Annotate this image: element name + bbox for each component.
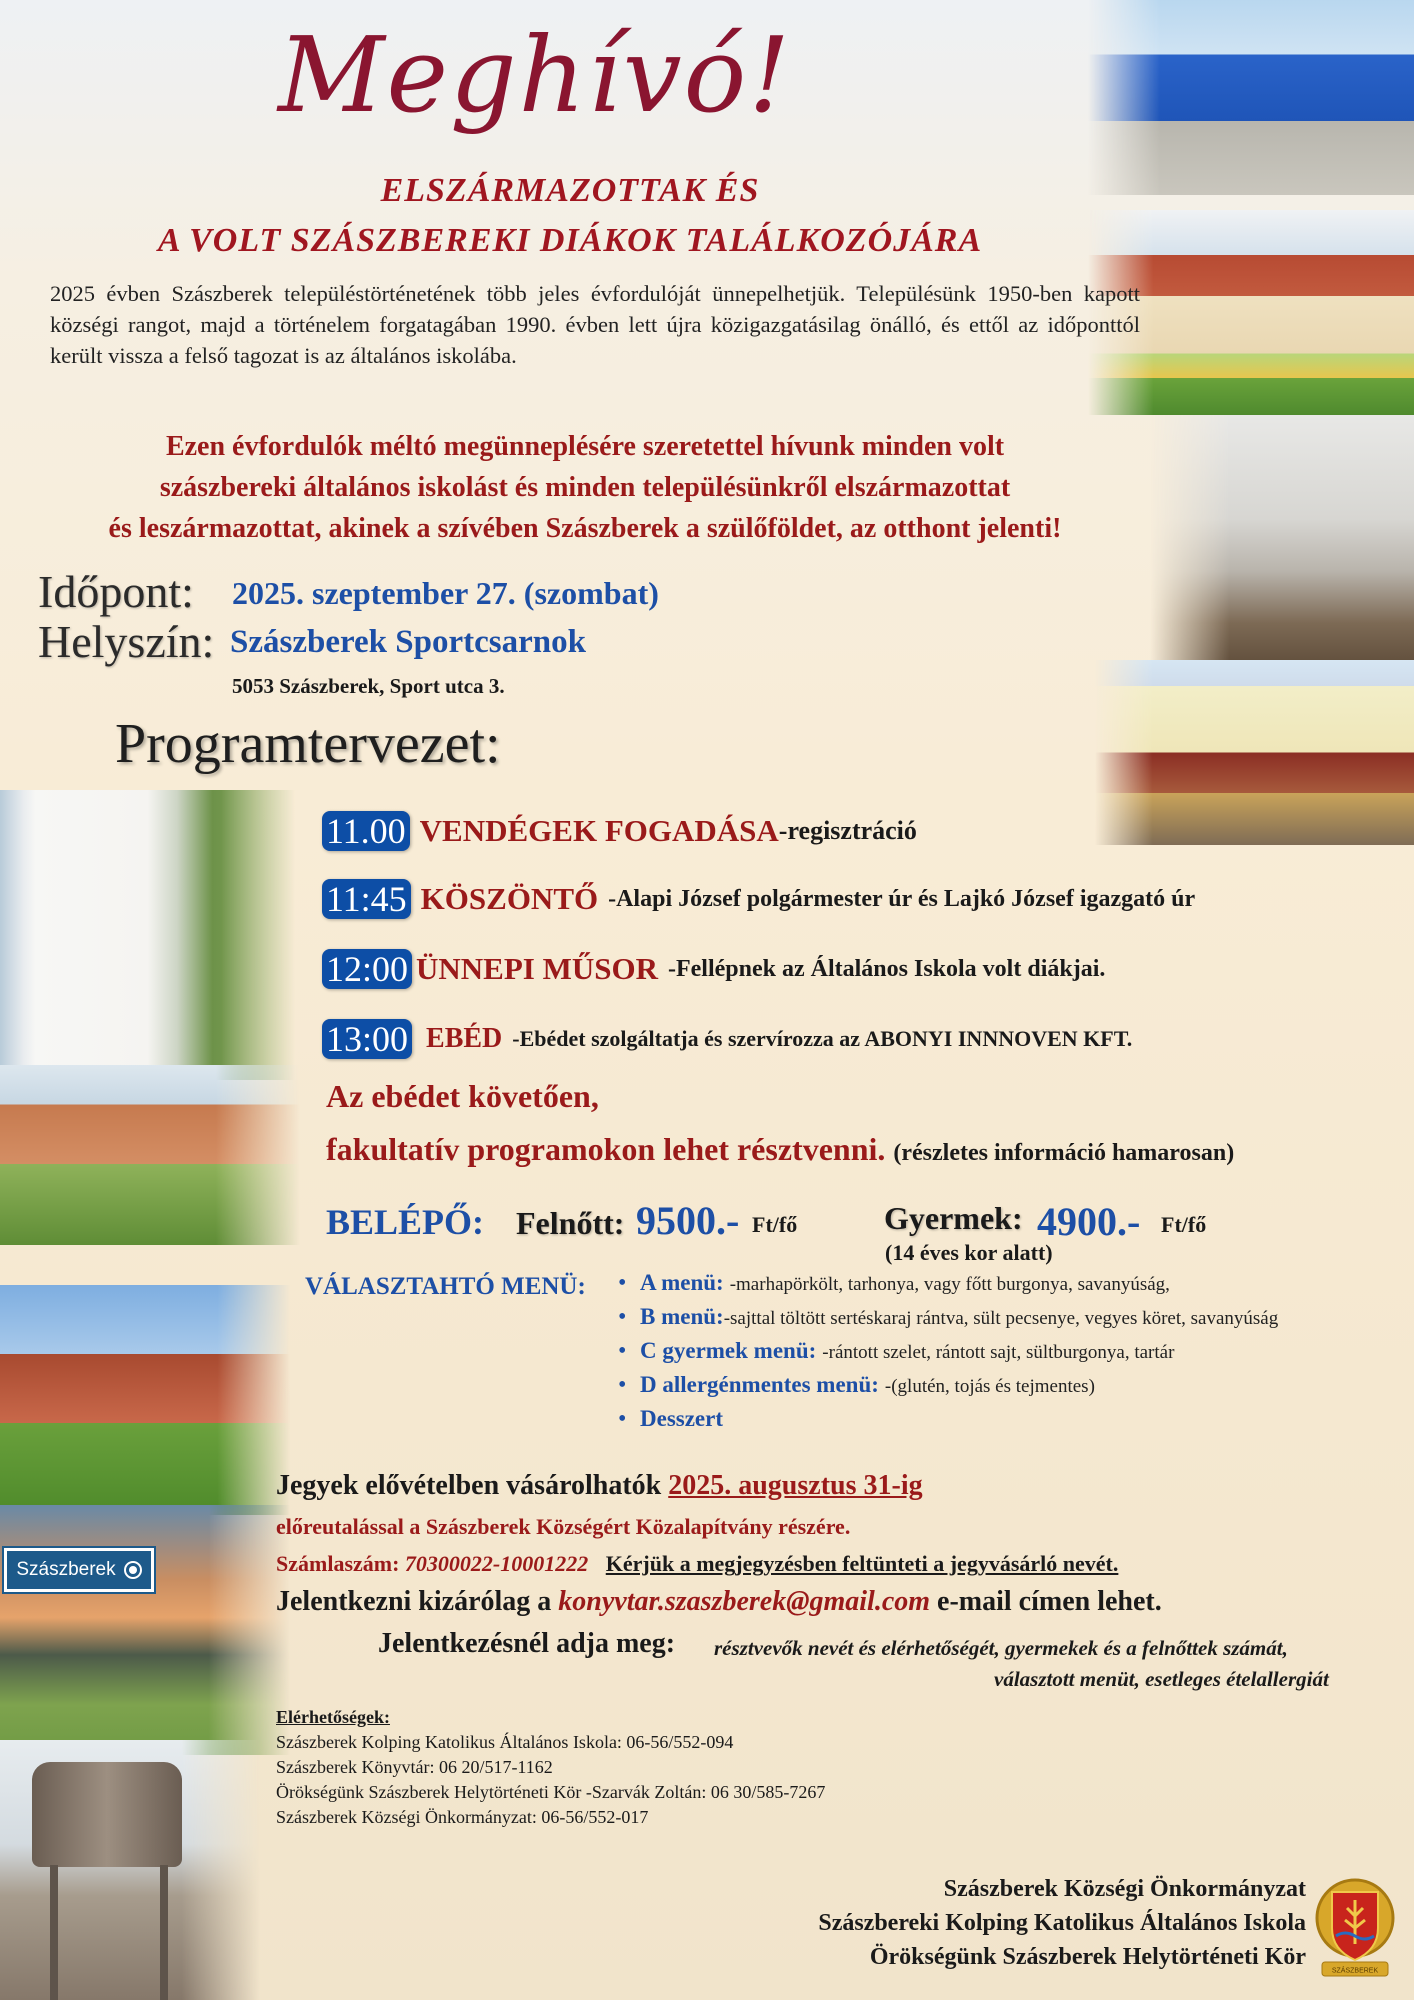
registration-details-label: Jelentkezésnél adja meg: [378,1628,676,1659]
kindergarten-photo [0,1065,300,1245]
water-tower-photo [0,1740,260,2000]
menu-label: VÁLASZTAHTÓ MENÜ: [305,1273,586,1300]
menu-desc: -sajttal töltött sertéskaraj rántva, sült pecsenye, vegyes köret, savanyúság [723,1308,1279,1329]
program-item [322,811,917,851]
program-desc: -Alapi József polgármester úr és Lajkó József igazgató úr [608,885,1196,912]
menu-item [640,1372,1278,1406]
registration-details-line-2: választott menüt, esetleges ételallergiát [994,1667,1329,1691]
menu-name: • C gyermek menü: [640,1338,817,1363]
after-lunch-line-2 [326,1131,1234,1168]
program-item [322,1019,1132,1059]
event-date: 2025. szeptember 27. (szombat) [232,575,659,611]
program-name: VENDÉGEK FOGADÁSA [419,813,779,848]
registration-suffix: e-mail címen lehet. [937,1586,1162,1617]
date-label: Időpont: [38,566,194,617]
account-label: Számlaszám: [276,1551,400,1576]
contact-item: Szászberek Könyvtár: 06 20/517-1162 [276,1757,553,1777]
after-lunch-text: fakultatív programokon lehet résztvenni. [326,1131,886,1167]
subtitle-line-2: A VOLT SZÁSZBEREKI DIÁKOK TALÁLKOZÓJÁRA [157,222,983,259]
program-name: KÖSZÖNTŐ [420,881,599,916]
menu-item [640,1338,1278,1372]
menu-desc: -(glutén, tojás és tejmentes) [884,1376,1095,1397]
manor-house-photo [0,1285,290,1515]
menu-list [640,1270,1278,1440]
child-age-note: (14 éves kor alatt) [885,1240,1053,1265]
water-tower-tank [32,1762,182,1867]
subtitle-line-1: ELSZÁRMAZOTTAK ÉS [380,172,760,209]
church-photo [0,790,295,1080]
sports-hall-photo [1088,0,1414,195]
child-price: 4900.- [1037,1199,1141,1244]
menu-item [640,1270,1278,1304]
adult-label: Felnőtt: [516,1205,625,1241]
program-name: ÜNNEPI MŰSOR [416,951,658,986]
after-lunch-note: (részletes információ hamarosan) [893,1140,1235,1166]
program-time: 12:00 [322,949,412,989]
organizer: Szászbereki Kolping Katolikus Általános Iskola [818,1910,1306,1936]
town-sign [4,1548,154,1592]
organizer: Szászberek Községi Önkormányzat [943,1876,1306,1902]
venue-address: 5053 Szászberek, Sport utca 3. [232,674,505,698]
town-sign-text: Szászberek [16,1559,116,1580]
program-time: 11.00 [322,811,410,851]
invitation-line: és leszármazottat, akinek a szívében Szászberek a szülőföldet, az otthont jelenti! [108,513,1062,544]
program-item [322,879,1195,919]
invitation-text [40,426,1130,549]
event-venue: Szászberek Sportcsarnok [230,624,586,660]
community-hall-photo [1095,660,1414,845]
contact-item: Örökségünk Szászberek Helytörténeti Kör -Szarvák Zoltán: 06 30/585-7267 [276,1782,826,1802]
registration-info [276,1586,1162,1618]
statue-photo [1150,415,1414,675]
coat-of-arms-icon [1314,1870,1396,1982]
svg-text:SZÁSZBEREK: SZÁSZBEREK [1331,1967,1379,1975]
menu-item [640,1304,1278,1338]
ticket-info [276,1470,923,1502]
account-info [276,1551,1118,1577]
organizers [818,1872,1306,1974]
after-lunch-line-1: Az ebédet követően, [326,1078,599,1114]
invitation-line: szászbereki általános iskolást és minden településünkről elszármazottat [159,472,1011,503]
account-number: 70300022-10001222 [404,1551,589,1576]
registration-prefix: Jelentkezni kizárólag a [276,1586,552,1617]
menu-desc: -rántott szelet, rántott sajt, sültburgonya, tartár [822,1342,1175,1363]
child-label: Gyermek: [884,1200,1023,1236]
intro-paragraph: 2025 évben Szászberek településtörténetének több jeles évfordulóját ünnepelhetjük. Településünk 1950-ben kapott községi rangot, majd a történelem forgatagában 1990. évben lett újra közigazgatásilag önálló, és ettől az időponttól került vissza a felső tagozat is az általános iskolába. [50,281,1140,368]
program-time: 11:45 [322,879,411,919]
menu-name: • Desszert [640,1406,724,1431]
program-desc: -Ebédet szolgáltatja és szervírozza az ABONYI INNNOVEN KFT. [512,1026,1133,1051]
water-tower-leg [160,1865,168,2000]
menu-name: • B menü: [640,1304,724,1329]
menu-name: • D allergénmentes menü: [640,1372,879,1397]
payment-note: Kérjük a megjegyzésben feltünteti a jegyvásárló nevét. [605,1551,1119,1576]
program-desc: -regisztráció [778,816,917,845]
target-icon [124,1561,142,1579]
child-price-unit: Ft/fő [1161,1212,1207,1237]
program-item [322,949,1105,989]
menu-desc: -marhapörkölt, tarhonya, vagy főtt burgonya, savanyúság, [729,1274,1170,1295]
invitation-line: Ezen évfordulók méltó megünneplésére szeretettel hívunk minden volt [165,431,1005,462]
program-name: EBÉD [426,1023,503,1054]
ticket-text: Jegyek elővételben vásárolhatók [276,1470,662,1501]
ticket-deadline: 2025. augusztus 31-ig [668,1470,923,1501]
contact-item: Szászberek Községi Önkormányzat: 06-56/552-017 [276,1807,649,1827]
entry-label: BELÉPŐ: [326,1202,485,1242]
transfer-info: előreutalással a Szászberek Községért Közalapítvány részére. [276,1514,851,1539]
adult-price-unit: Ft/fő [752,1212,798,1237]
program-title: Programtervezet: [115,713,501,775]
registration-details-line-1: résztvevők nevét és elérhetőségét, gyermekek és a felnőttek számát, [714,1636,1288,1660]
venue-label: Helyszín: [38,616,215,667]
contacts-heading: Elérhetőségek: [276,1707,390,1727]
adult-price: 9500.- [636,1198,740,1243]
contacts-list [276,1730,825,1830]
menu-name: • A menü: [640,1270,724,1295]
water-tower-leg [50,1865,58,2000]
program-time: 13:00 [322,1019,412,1059]
page-title: Meghívó! [277,14,792,136]
sunset-landscape-photo [0,1505,290,1755]
menu-item [640,1406,1278,1440]
program-desc: -Fellépnek az Általános Iskola volt diákjai. [668,955,1106,982]
organizer: Örökségünk Szászberek Helytörténeti Kör [869,1944,1306,1970]
registration-email-link[interactable]: konyvtar.szaszberek@gmail.com [558,1586,931,1617]
contact-item: Szászberek Kolping Katolikus Általános Iskola: 06-56/552-094 [276,1732,734,1752]
